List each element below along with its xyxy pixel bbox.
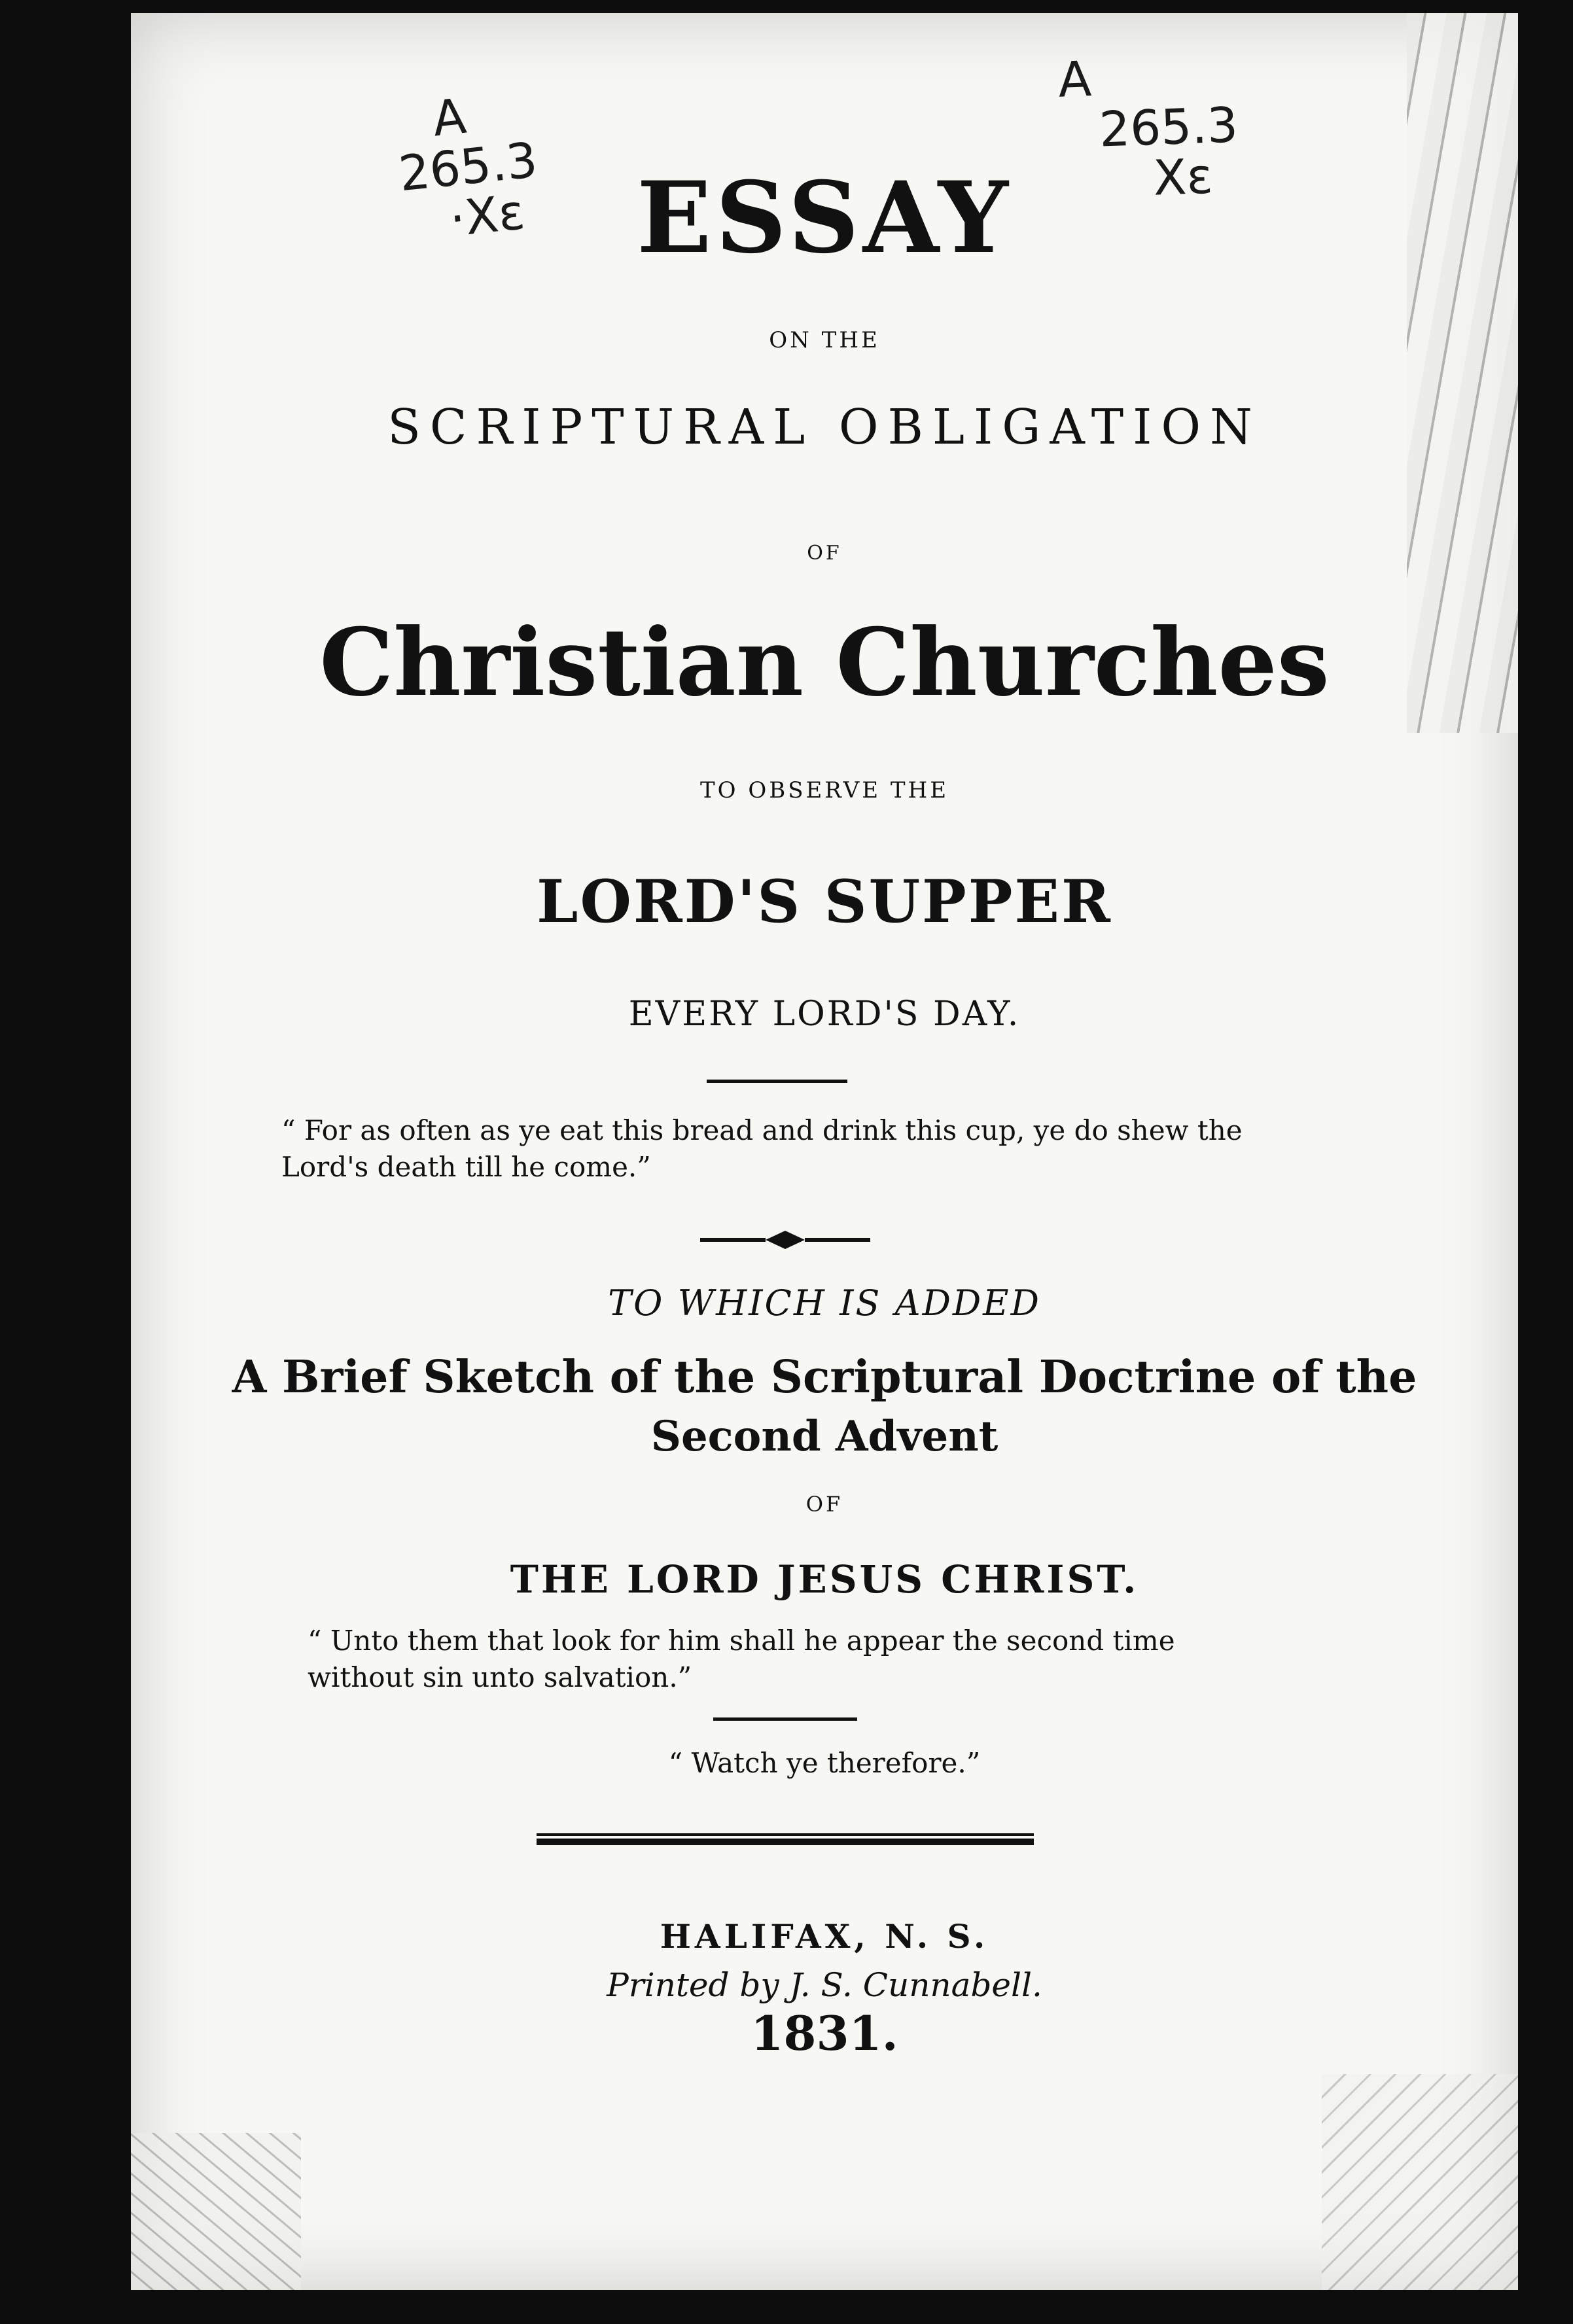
diamond-rule-ornament — [700, 1225, 870, 1254]
addendum-advent: Second Advent — [650, 1412, 999, 1461]
imprint-printer: Printed by J. S. Cunnabell. — [607, 1966, 1042, 2004]
double-rule — [537, 1832, 1034, 1846]
annotation-line: ·Xε — [447, 184, 527, 249]
title-on-the: ON THE — [769, 327, 880, 353]
annotation-line: A — [430, 88, 469, 148]
title-essay: ESSAY — [637, 160, 1012, 275]
title-supper: LORD'S SUPPER — [537, 867, 1112, 936]
title-to-observe: TO OBSERVE THE — [699, 777, 949, 803]
annotation-line: A — [1057, 51, 1093, 109]
addendum-brief: A Brief Sketch of the Scriptural Doctrine of the — [232, 1351, 1417, 1403]
title-obligation: SCRIPTURAL OBLIGATION — [387, 399, 1262, 455]
epigraph-lords-death: “ For as often as ye eat this bread and drink this cup, ye do shew the Lord's death till he come.” — [281, 1114, 1243, 1183]
imprint-place: HALIFAX, N. S. — [660, 1917, 989, 1956]
title-of: OF — [807, 542, 842, 565]
annotation-line: 265.3 — [1098, 96, 1239, 158]
annotation-line: Xε — [1152, 149, 1214, 207]
title-churches: Christian Churches — [319, 608, 1330, 717]
short-rule — [713, 1717, 857, 1721]
epigraph-watch: “ Watch ye therefore.” — [668, 1747, 981, 1779]
title-every-day: EVERY LORD'S DAY. — [628, 995, 1021, 1034]
addendum-christ: THE LORD JESUS CHRIST. — [510, 1557, 1139, 1602]
epigraph-second-time: “ Unto them that look for him shall he appear the second time without sin unto salvation.” — [308, 1625, 1175, 1693]
imprint-year: 1831. — [751, 2005, 898, 2061]
addendum-of: OF — [805, 1492, 843, 1517]
annotation-line: 265.3 — [396, 132, 540, 203]
short-rule — [707, 1080, 847, 1083]
addendum-heading: TO WHICH IS ADDED — [608, 1282, 1041, 1324]
